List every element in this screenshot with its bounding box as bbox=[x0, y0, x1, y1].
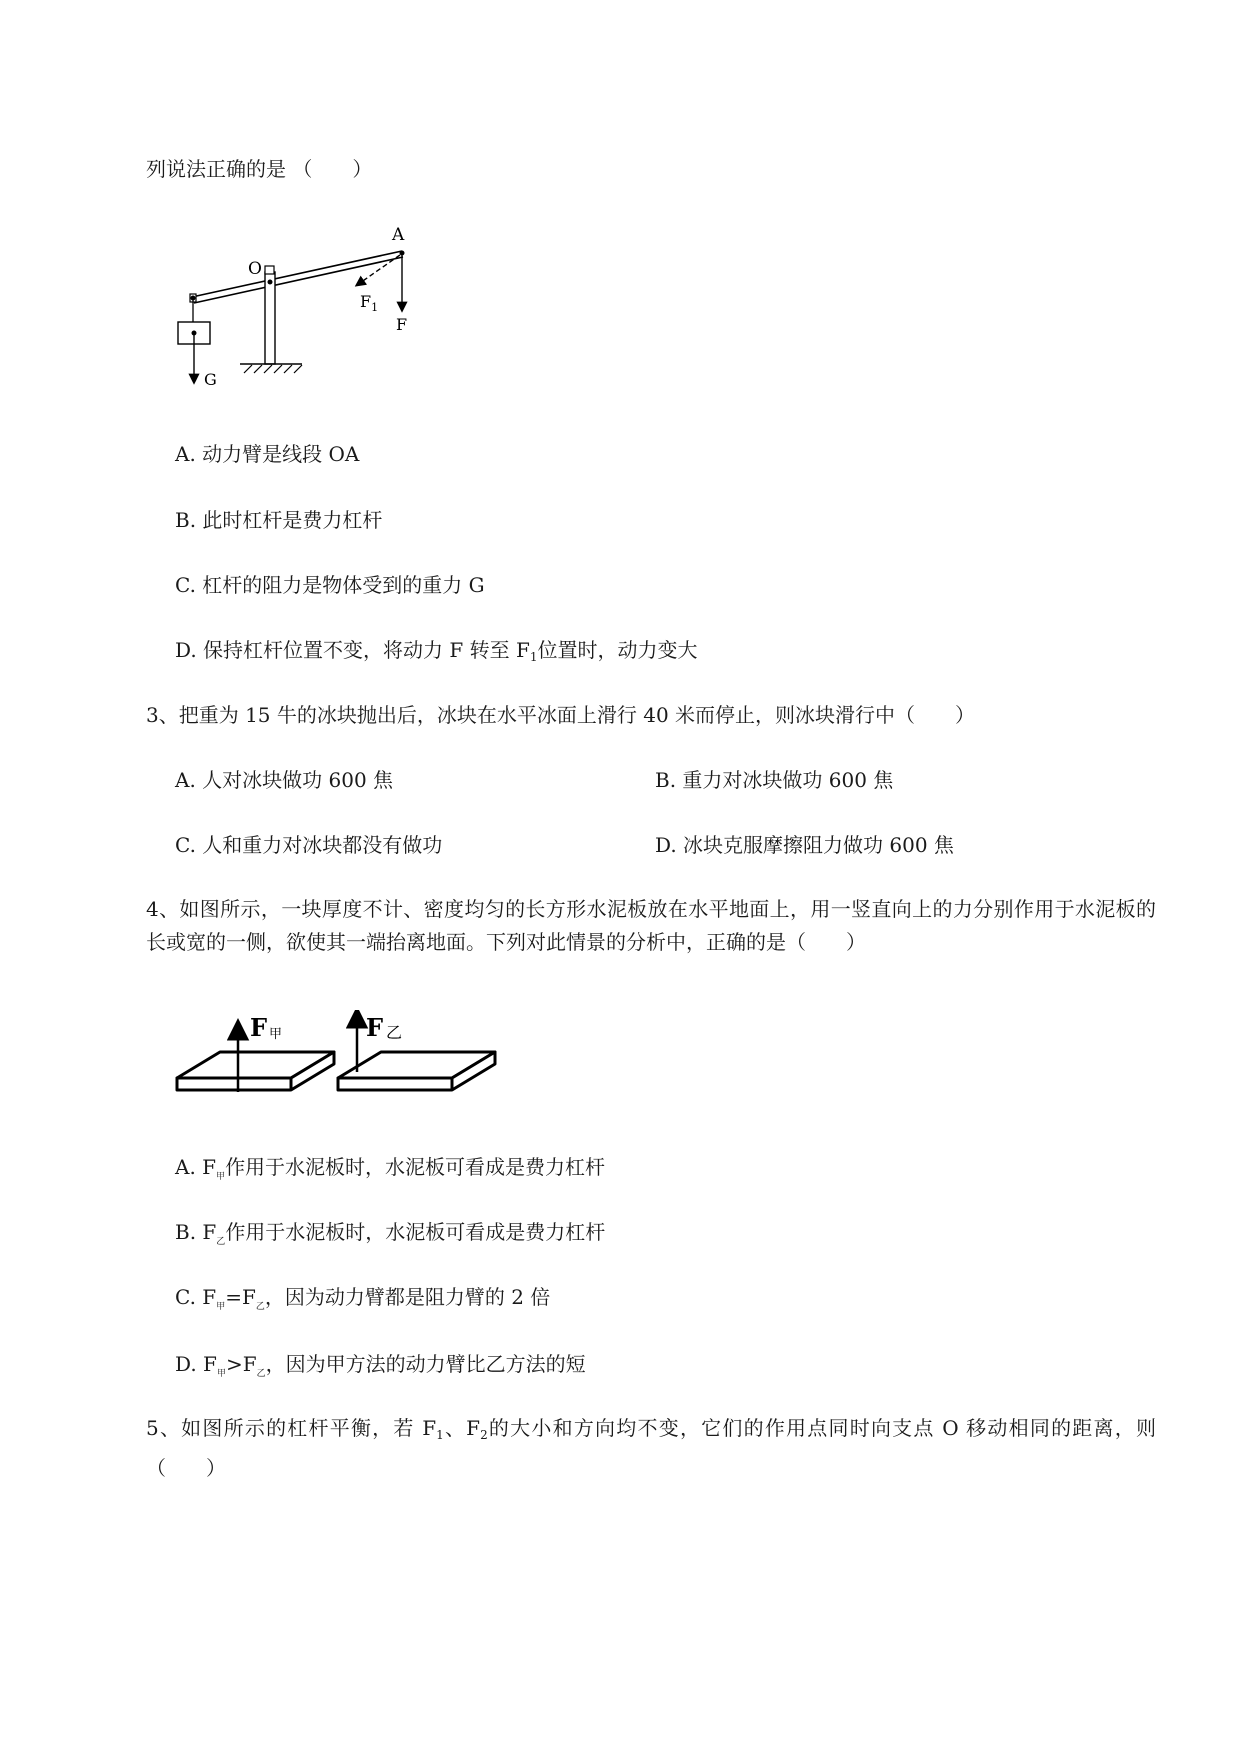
label-f1: $F_1$ bbox=[360, 292, 379, 314]
q3-option-b: B. 重力对冰块做功 600 焦 bbox=[655, 768, 894, 792]
q4-option-b: B. $F_乙$作用于水泥板时，水泥板可看成是费力杠杆 bbox=[175, 1220, 606, 1247]
q3-option-c: C. 人和重力对冰块都没有做功 bbox=[175, 833, 443, 857]
label-jia: 甲 bbox=[269, 1027, 283, 1042]
q4-option-a: A. $F_甲$作用于水泥板时，水泥板可看成是费力杠杆 bbox=[175, 1155, 606, 1182]
label-f-jia: F bbox=[250, 1013, 268, 1042]
q4-stem: 4、如图所示，一块厚度不计、密度均匀的长方形水泥板放在水平地面上，用一竖直向上的力分别作用于水泥板的长或宽的一侧，欲使其一端抬离地面。下列对此情景的分析中，正确的是（ ） bbox=[146, 897, 1156, 954]
label-o: O bbox=[248, 259, 262, 279]
q2-stem-tail: 列说法正确的是 （ ） bbox=[146, 157, 373, 181]
q2-option-d: D. 保持杠杆位置不变，将动力 F 转至 $F_1$位置时，动力变大 bbox=[175, 638, 698, 664]
label-a: A bbox=[392, 225, 405, 245]
q3-option-d: D. 冰块克服摩擦阻力做功 600 焦 bbox=[655, 833, 954, 857]
label-yi: 乙 bbox=[386, 1023, 403, 1042]
q2-option-b: B. 此时杠杆是费力杠杆 bbox=[175, 508, 383, 532]
q2-option-c: C. 杠杆的阻力是物体受到的重力 G bbox=[175, 573, 485, 597]
label-g: G bbox=[204, 370, 217, 389]
q3-stem: 3、把重为 15 牛的冰块抛出后，冰块在水平冰面上滑行 40 米而停止，则冰块滑行中（ ） bbox=[146, 703, 976, 727]
q2-option-a: A. 动力臂是线段 OA bbox=[175, 442, 360, 466]
label-f-yi: F bbox=[366, 1013, 384, 1042]
label-f: F bbox=[396, 315, 408, 334]
q4-option-c: C. $F_甲=F_乙$，因为动力臂都是阻力臂的 2 倍 bbox=[175, 1285, 551, 1312]
q4-option-d: D. $F_甲>F_乙$，因为甲方法的动力臂比乙方法的短 bbox=[175, 1352, 586, 1379]
q5-stem: 5、如图所示的杠杆平衡，若 $F_1$、$F_2$的大小和方向均不变，它们的作用点同时向支点 O 移动相同的距离，则（ ） bbox=[146, 1416, 1156, 1480]
q3-option-a: A. 人对冰块做功 600 焦 bbox=[175, 768, 394, 792]
lever-figure bbox=[170, 222, 420, 402]
slab-figure bbox=[172, 1010, 502, 1110]
